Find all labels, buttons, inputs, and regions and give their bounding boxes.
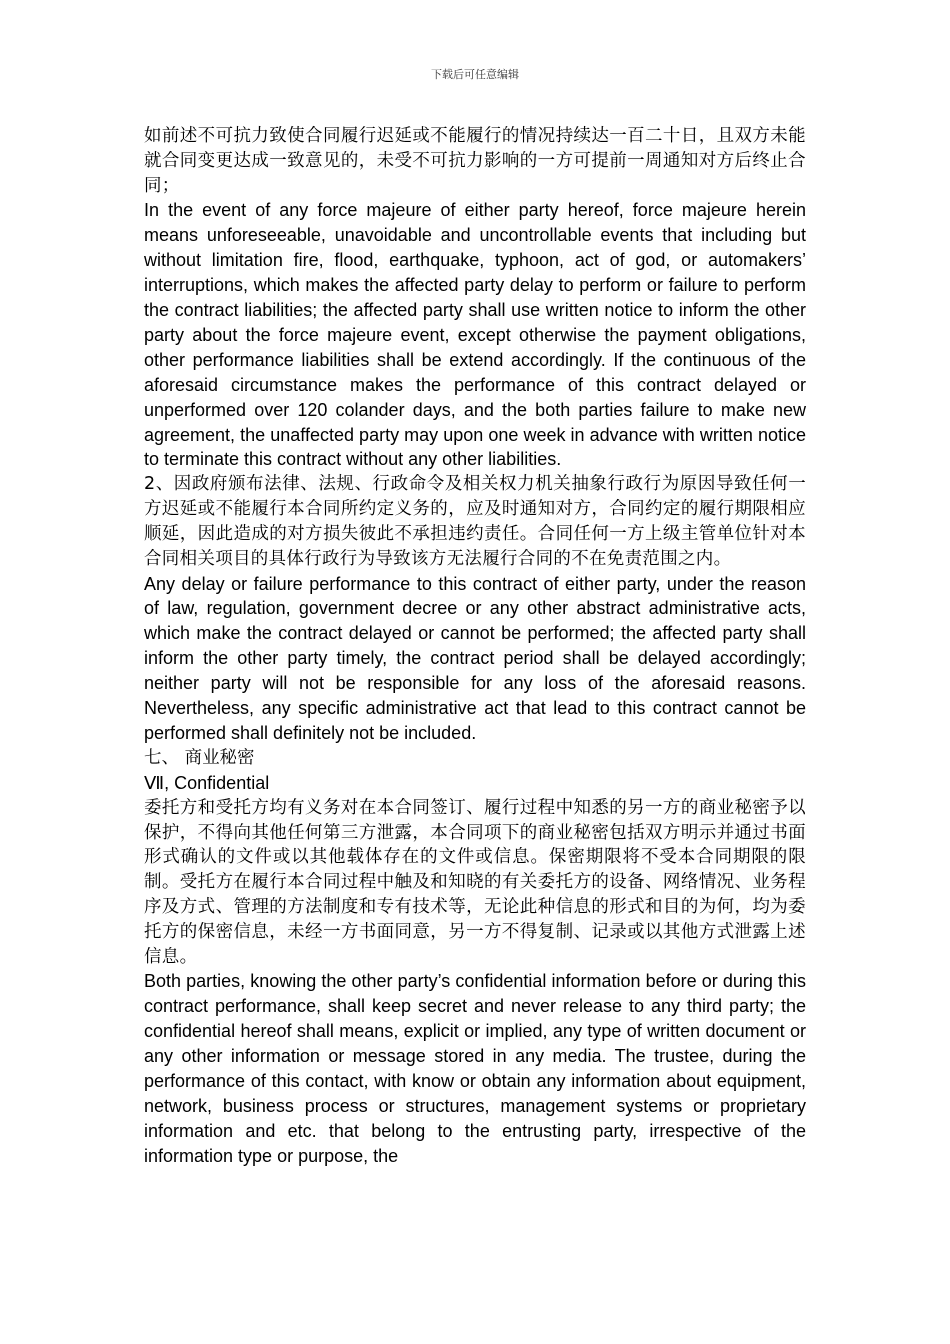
document-body [144, 124, 806, 1169]
paragraph-government-acts-en: Any delay or failure performance to this contract of either party, under the reason of law, regulation, government decree or any other abstract administrative acts, which make the contract delayed or cannot be performed; the affected party shall inform the other party timely, the contract period shall be delayed accordingly; neither party will not be responsible for any loss of the aforesaid reasons. Nevertheless, any specific administrative act that lead to this contract cannot be performed shall definitely not be included. [144, 573, 806, 743]
page-header-note: 下载后可任意编辑 [431, 68, 519, 81]
section-heading-zh: 七、 商业秘密 [144, 747, 255, 768]
section-heading-en: Ⅶ, Confidential [144, 772, 270, 793]
paragraph-force-majeure-zh: 如前述不可抗力致使合同履行迟延或不能履行的情况持续达一百二十日，且双方未能就合同变更达成一致意见的，未受不可抗力影响的一方可提前一周通知对方后终止合同； [144, 126, 806, 196]
paragraph-confidential-en: Both parties, knowing the other party’s confidential information before or during this contract performance, shall keep secret and never release to any third party; the confidential hereof shall means, explicit or implied, any type of written document or any other information or message stored in any media. The trustee, during the performance of this contact, with know or obtain any information about equipment, network, business process or structures, management systems or proprietary information and etc. that belong to the entrusting party, irrespective of the information type or purpose, the [144, 971, 806, 1166]
paragraph-force-majeure-en: In the event of any force majeure of either party hereof, force majeure herein means unforeseeable, unavoidable and uncontrollable events that including but without limitation fire, flood, earthquake, typhoon, act of god, or automakers’ interruptions, which makes the affected party delay to perform or failure to perform the contract liabilities; the affected party shall use written notice to inform the other party about the force majeure event, except otherwise the payment obligations, other performance liabilities shall be extend accordingly. If the continuous of the aforesaid circumstance makes the performance of this contract delayed or unperformed over 120 colander days, and the both parties failure to make new agreement, the unaffected party may upon one week in advance with written notice to terminate this contract without any other liabilities. [144, 200, 806, 470]
paragraph-government-acts-zh: 2、因政府颁布法律、法规、行政命令及相关权力机关抽象行政行为原因导致任何一方迟延或不能履行本合同所约定义务的，应及时通知对方，合同约定的履行期限相应顺延，因此造成的对方损失彼此不承担违约责任。合同任何一方上级主管单位针对本合同相关项目的具体行政行为导致该方无法履行合同的不在免责范围之内。 [144, 474, 806, 569]
paragraph-confidential-zh: 委托方和受托方均有义务对在本合同签订、履行过程中知悉的另一方的商业秘密予以保护，不得向其他任何第三方泄露，本合同项下的商业秘密包括双方明示并通过书面形式确认的文件或以其他载体存在的文件或信息。保密期限将不受本合同期限的限制。受托方在履行本合同过程中触及和知晓的有关委托方的设备、网络情况、业务程序及方式、管理的方法制度和专有技术等，无论此种信息的形式和目的为何，均为委托方的保密信息，未经一方书面同意，另一方不得复制、记录或以其他方式泄露上述信息。 [144, 797, 806, 967]
